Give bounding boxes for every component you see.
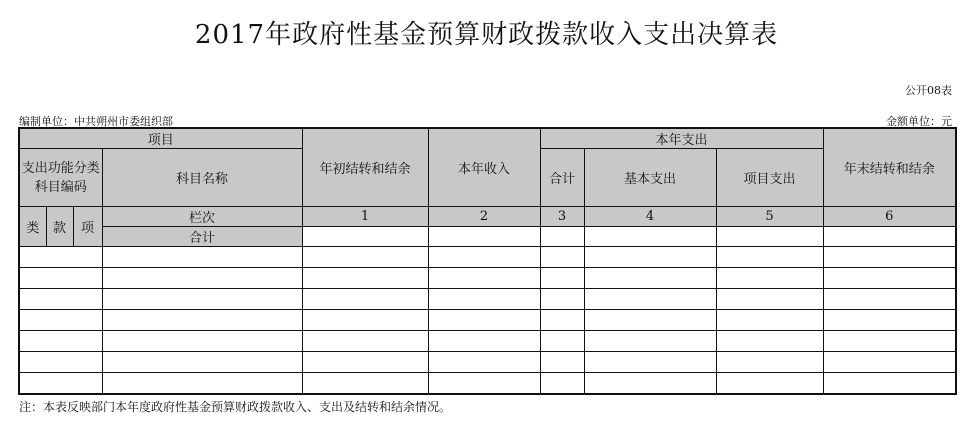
column-number-row xyxy=(19,207,956,227)
subject-name-cell[interactable] xyxy=(102,247,302,268)
project-expense-cell[interactable] xyxy=(716,373,823,394)
current-income-cell[interactable] xyxy=(428,373,540,394)
current-income-cell[interactable] xyxy=(428,247,540,268)
sum-cell-1[interactable] xyxy=(302,227,428,247)
col-num-2: 2 xyxy=(428,207,540,227)
current-income-cell[interactable] xyxy=(428,331,540,352)
total-cell[interactable] xyxy=(540,268,584,289)
basic-expense-cell[interactable] xyxy=(584,373,716,394)
subject-name-cell[interactable] xyxy=(102,289,302,310)
table-note: 注：本表反映部门本年度政府性基金预算财政拨款收入、支出及结转和结余情况。 xyxy=(19,400,452,414)
basic-expense-cell[interactable] xyxy=(584,310,716,331)
subject-name-cell[interactable] xyxy=(102,310,302,331)
begin-balance-cell[interactable] xyxy=(302,310,428,331)
sum-row xyxy=(19,227,956,247)
current-income-cell[interactable] xyxy=(428,352,540,373)
table-row xyxy=(19,352,956,373)
subject-name-header: 科目名称 xyxy=(102,149,302,207)
table-row xyxy=(19,289,956,310)
total-cell[interactable] xyxy=(540,310,584,331)
begin-balance-cell[interactable] xyxy=(302,247,428,268)
lei-header: 类 xyxy=(19,207,46,247)
col-num-4: 4 xyxy=(584,207,716,227)
total-cell[interactable] xyxy=(540,289,584,310)
func-code-header: 支出功能分类科目编码 xyxy=(19,149,102,207)
subject-name-cell[interactable] xyxy=(102,268,302,289)
end-balance-cell[interactable] xyxy=(823,268,956,289)
sum-cell-4[interactable] xyxy=(584,227,716,247)
sum-label: 合计 xyxy=(102,227,302,247)
basic-expense-cell[interactable] xyxy=(584,268,716,289)
project-expense-header: 项目支出 xyxy=(716,149,823,207)
begin-balance-cell[interactable] xyxy=(302,373,428,394)
project-expense-cell[interactable] xyxy=(716,268,823,289)
sum-cell-2[interactable] xyxy=(428,227,540,247)
current-income-cell[interactable] xyxy=(428,268,540,289)
end-balance-cell[interactable] xyxy=(823,289,956,310)
total-cell[interactable] xyxy=(540,352,584,373)
item-group-header: 项目 xyxy=(19,128,302,149)
end-balance-cell[interactable] xyxy=(823,331,956,352)
project-expense-cell[interactable] xyxy=(716,310,823,331)
header-row-1 xyxy=(19,128,956,149)
table-row xyxy=(19,310,956,331)
amount-unit: 金额单位：元 xyxy=(886,115,952,128)
project-expense-cell[interactable] xyxy=(716,289,823,310)
basic-expense-cell[interactable] xyxy=(584,247,716,268)
basic-expense-cell[interactable] xyxy=(584,331,716,352)
func-code-cell[interactable] xyxy=(19,289,102,310)
project-expense-cell[interactable] xyxy=(716,247,823,268)
column-no-label: 栏次 xyxy=(102,207,302,227)
current-income-cell[interactable] xyxy=(428,289,540,310)
end-balance-cell[interactable] xyxy=(823,247,956,268)
subject-name-cell[interactable] xyxy=(102,373,302,394)
total-header: 合计 xyxy=(540,149,584,207)
basic-expense-header: 基本支出 xyxy=(584,149,716,207)
begin-balance-cell[interactable] xyxy=(302,331,428,352)
begin-balance-header: 年初结转和结余 xyxy=(302,128,428,207)
report-title: 2017年政府性基金预算财政拨款收入支出决算表 xyxy=(194,20,779,50)
subject-name-cell[interactable] xyxy=(102,352,302,373)
sum-cell-6[interactable] xyxy=(823,227,956,247)
col-num-1: 1 xyxy=(302,207,428,227)
sum-cell-5[interactable] xyxy=(716,227,823,247)
begin-balance-cell[interactable] xyxy=(302,352,428,373)
current-expense-group-header: 本年支出 xyxy=(540,128,823,149)
subject-name-cell[interactable] xyxy=(102,331,302,352)
form-number: 公开08表 xyxy=(905,84,952,97)
current-income-cell[interactable] xyxy=(428,310,540,331)
basic-expense-cell[interactable] xyxy=(584,352,716,373)
begin-balance-cell[interactable] xyxy=(302,268,428,289)
table-row xyxy=(19,331,956,352)
total-cell[interactable] xyxy=(540,247,584,268)
func-code-cell[interactable] xyxy=(19,247,102,268)
basic-expense-cell[interactable] xyxy=(584,289,716,310)
col-num-3: 3 xyxy=(540,207,584,227)
func-code-cell[interactable] xyxy=(19,268,102,289)
project-expense-cell[interactable] xyxy=(716,352,823,373)
end-balance-cell[interactable] xyxy=(823,352,956,373)
total-cell[interactable] xyxy=(540,331,584,352)
table-row xyxy=(19,247,956,268)
kuan-header: 款 xyxy=(46,207,73,247)
table-row xyxy=(19,373,956,394)
current-income-header: 本年收入 xyxy=(428,128,540,207)
col-num-5: 5 xyxy=(716,207,823,227)
xiang-header: 项 xyxy=(73,207,102,247)
total-cell[interactable] xyxy=(540,373,584,394)
begin-balance-cell[interactable] xyxy=(302,289,428,310)
end-balance-header: 年末结转和结余 xyxy=(823,128,956,207)
sum-cell-3[interactable] xyxy=(540,227,584,247)
data-rows xyxy=(19,247,956,394)
compiling-unit: 编制单位：中共朔州市委组织部 xyxy=(19,115,173,128)
col-num-6: 6 xyxy=(823,207,956,227)
func-code-cell[interactable] xyxy=(19,373,102,394)
end-balance-cell[interactable] xyxy=(823,310,956,331)
end-balance-cell[interactable] xyxy=(823,373,956,394)
func-code-cell[interactable] xyxy=(19,331,102,352)
func-code-cell[interactable] xyxy=(19,352,102,373)
table-row xyxy=(19,268,956,289)
func-code-cell[interactable] xyxy=(19,310,102,331)
budget-table xyxy=(18,127,957,395)
project-expense-cell[interactable] xyxy=(716,331,823,352)
